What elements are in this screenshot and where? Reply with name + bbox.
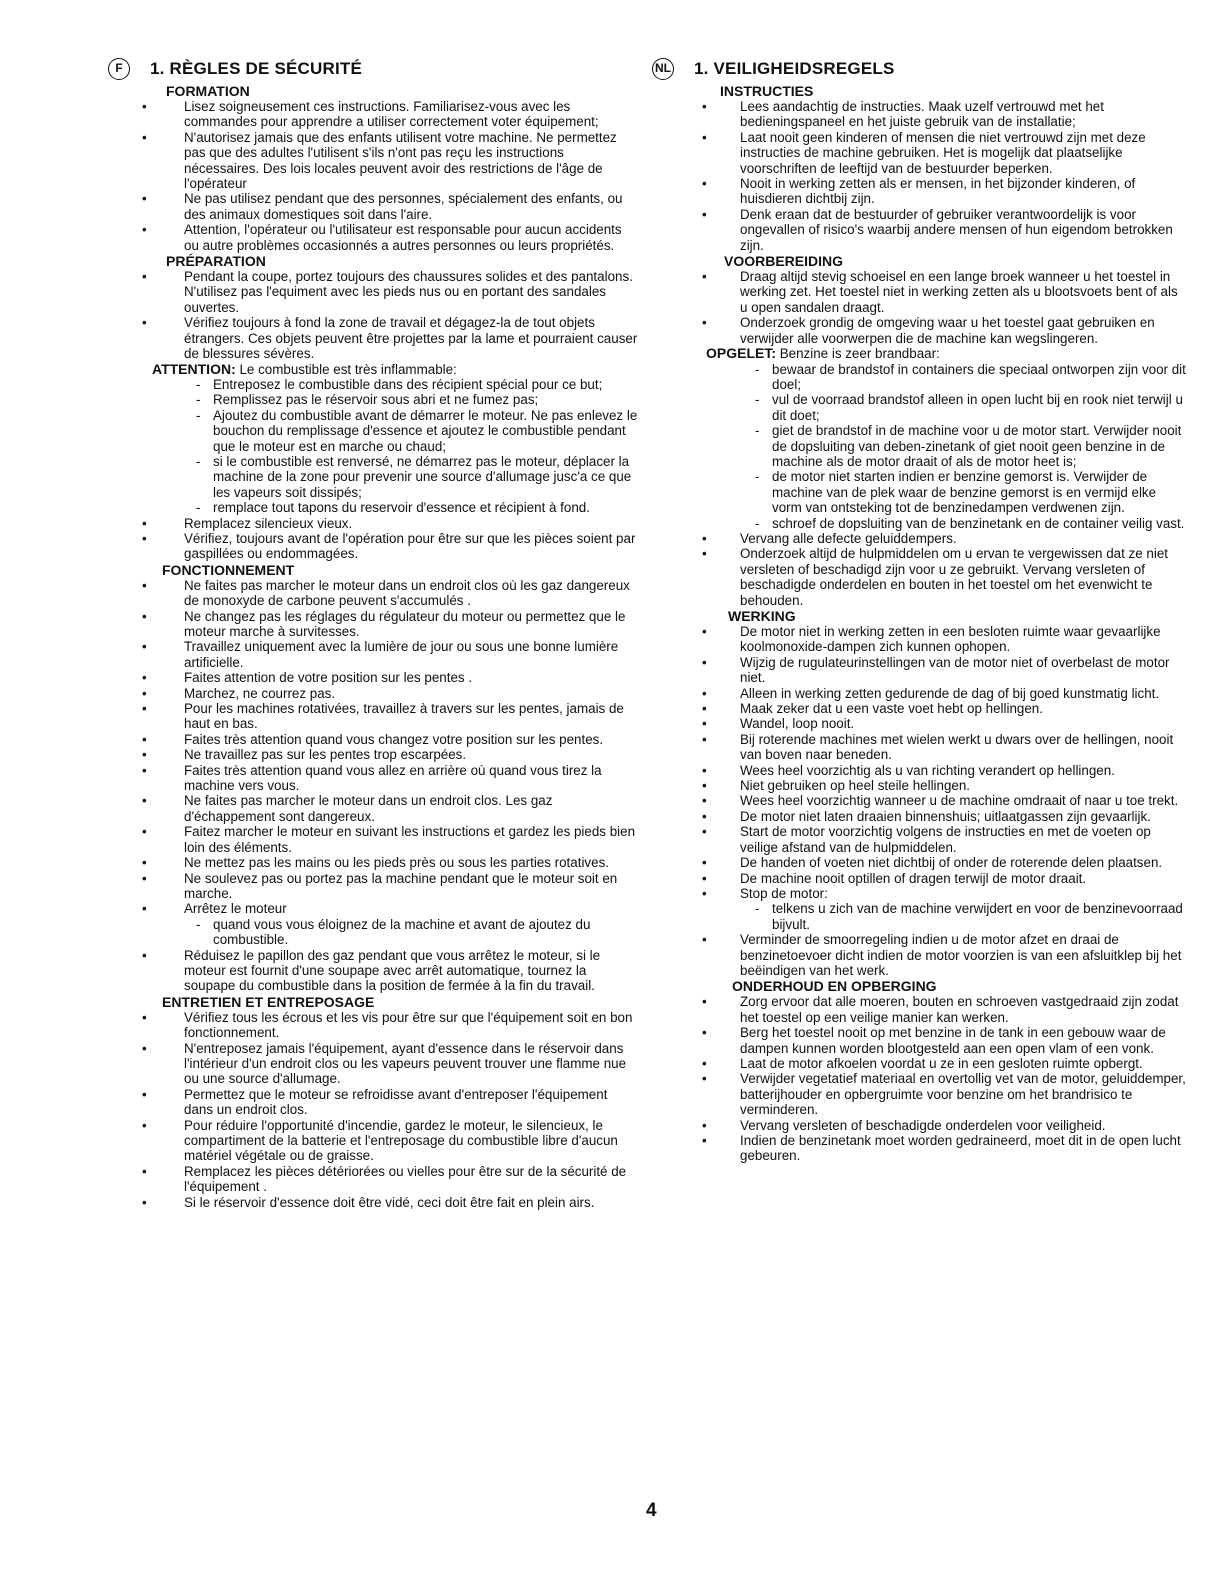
list-item: • Faites très attention quand vous changez votre position sur les pentes. xyxy=(108,732,638,747)
nl-instructies-heading: INSTRUCTIES xyxy=(720,83,814,99)
dash-item: - si le combustible est renversé, ne démarrez pas le moteur, déplacer la machine de la zone pour prevenir une source d'allumage jusc'a ce que les vapeurs soit dissipés; xyxy=(108,454,638,500)
nl-language-badge: NL xyxy=(652,58,674,80)
french-column xyxy=(108,58,638,1210)
list-item: • Ne pas utilisez pendant que des personnes, spécialement des enfants, ou des animaux domestiques soit dans l'aire. xyxy=(108,191,638,222)
fr-section-title: 1. RÈGLES DE SÉCURITÉ xyxy=(150,59,363,79)
list-item: • Pendant la coupe, portez toujours des chaussures solides et des pantalons. N'utilisez pas l'equiment avec les pieds nus ou en portant des sandales ouvertes. xyxy=(108,269,638,315)
nl-opgelet-label: OPGELET: xyxy=(706,345,777,362)
dash-item: - Entreposez le combustible dans des récipient spécial pour ce but; xyxy=(108,377,638,392)
list-item: • Réduisez le papillon des gaz pendant que vous arrêtez le moteur, si le moteur est fournit d'une soupape avec arrêt automatique, tournez la soupape du combustible dans la position de fermée à la fin du travail. xyxy=(108,948,638,994)
list-item: • Lees aandachtig de instructies. Maak uzelf vertrouwd met het bedieningspaneel en het juiste gebruik van de installatie; xyxy=(652,99,1187,130)
dash-item: - remplace tout tapons du reservoir d'essence et récipient à fond. xyxy=(108,500,638,515)
list-item: • Verminder de smoorregeling indien u de motor afzet en draai de benzinetoevoer dicht indien de motor voorzien is van een afsluitklep bij het beëindigen van het werk. xyxy=(652,932,1187,978)
list-item: • Laat nooit geen kinderen of mensen die niet vertrouwd zijn met deze instructies de machine gebruiken. Het is mogelijk dat plaatselijke voorschriften de leeftijd van de bestuurder beperken. xyxy=(652,130,1187,176)
list-item: • Nooit in werking zetten als er mensen, in het bijzonder kinderen, of huisdieren dichtbij zijn. xyxy=(652,176,1187,207)
dash-item: - de motor niet starten indien er benzine gemorst is. Verwijder de machine van de plek waar de benzine gemorst is en vermijd elke vorm van ontsteking tot de benzinedampen verdwenen zijn. xyxy=(652,469,1187,515)
dash-item: - vul de voorraad brandstof alleen in open lucht bij en rook niet terwijl u dit doet; xyxy=(652,392,1187,423)
list-item: • Ne mettez pas les mains ou les pieds près ou sous les parties rotatives. xyxy=(108,855,638,870)
list-item: • Ne changez pas les réglages du régulateur du moteur ou permettez que le moteur marche à survitesses. xyxy=(108,609,638,640)
list-item: • Lisez soigneusement ces instructions. Familiarisez-vous avec les commandes pour apprendre a utiliser correctement voter équipement; xyxy=(108,99,638,130)
list-item: • De motor niet in werking zetten in een besloten ruimte waar gevaarlijke koolmonoxide-dampen zich kunnen ophopen. xyxy=(652,624,1187,655)
list-item: • N'autorisez jamais que des enfants utilisent votre machine. Ne permettez pas que des adultes l'utilisent s'ils n'ont pas reçu les instructions nécessaires. Des lois locales peuvent avoir des restrictions de l'âge de l'opérateur xyxy=(108,130,638,192)
list-item: • Arrêtez le moteur xyxy=(108,901,638,916)
list-item: • Niet gebruiken op heel steile hellingen. xyxy=(652,778,1187,793)
fr-attention-label: ATTENTION: xyxy=(152,360,236,377)
list-item: • Marchez, ne courrez pas. xyxy=(108,686,638,701)
list-item: • Indien de benzinetank moet worden gedraineerd, moet dit in de open lucht gebeuren. xyxy=(652,1133,1187,1164)
list-item: • Vervang versleten of beschadigde onderdelen voor veiligheid. xyxy=(652,1118,1187,1133)
list-item: • Alleen in werking zetten gedurende de dag of bij goed kunstmatig licht. xyxy=(652,686,1187,701)
list-item: • Attention, l'opérateur ou l'utilisateur est responsable pour aucun accidents ou autre problèmes occasionnés a autres personnes ou leurs propriétés. xyxy=(108,222,638,253)
list-item: • Zorg ervoor dat alle moeren, bouten en schroeven vastgedraaid zijn zodat het toestel op een veilige manier kan werken. xyxy=(652,994,1187,1025)
list-item: • N'entreposez jamais l'équipement, ayant d'essence dans le réservoir dans l'intérieur d'un endroit clos ou les vapeurs peuvent trouver une flamme nue ou une source d'allumage. xyxy=(108,1041,638,1087)
list-item: • De handen of voeten niet dichtbij of onder de roterende delen plaatsen. xyxy=(652,855,1187,870)
list-item: • Draag altijd stevig schoeisel en een lange broek wanneer u het toestel in werking zet. Het toestel niet in werking zetten als u blootsvoets bent of als u open sandalen draagt. xyxy=(652,269,1187,315)
nl-voorbereiding-heading: VOORBEREIDING xyxy=(724,253,844,270)
nl-opgelet-text: Benzine is zeer brandbaar: xyxy=(776,346,940,362)
nl-section-title: 1. VEILIGHEIDSREGELS xyxy=(694,59,895,79)
list-item: • Faitez marcher le moteur en suivant les instructions et gardez les pieds bien loin des éléments. xyxy=(108,824,638,855)
list-item: • Onderzoek altijd de hulpmiddelen om u ervan te vergewissen dat ze niet versleten of beschadigd zijn voor u ze gebruikt. Vervang versleten of beschadigde onderdelen en bouten in het toestel om het evenwicht te behouden. xyxy=(652,546,1187,608)
list-item: • Pour réduire l'opportunité d'incendie, gardez le moteur, le silencieux, le compartiment de la batterie et l'entreposage du combustible libre d'aucun matériel végétale ou de graisse. xyxy=(108,1118,638,1164)
list-item: • Faites attention de votre position sur les pentes . xyxy=(108,670,638,685)
list-item: • De motor niet laten draaien binnenshuis; uitlaatgassen zijn gevaarlijk. xyxy=(652,809,1187,824)
list-item: • Vérifiez toujours à fond la zone de travail et dégagez-la de tout objets étrangers. Ces objets peuvent être projettes par la lame et pourraient causer de blessures sévères. xyxy=(108,315,638,361)
list-item: • Laat de motor afkoelen voordat u ze in een gesloten ruimte opbergt. xyxy=(652,1056,1187,1071)
list-item: • Wees heel voorzichtig wanneer u de machine omdraait of naar u toe trekt. xyxy=(652,793,1187,808)
list-item: • Permettez que le moteur se refroidisse avant d'entreposer l'équipement dans un endroit clos. xyxy=(108,1087,638,1118)
fr-language-badge: F xyxy=(108,58,130,80)
dash-item: - giet de brandstof in de machine voor u de motor start. Verwijder nooit de dopsluiting van deben-zinetank of giet nooit geen benzine in de machine als de motor draait of als de motor heet is; xyxy=(652,423,1187,469)
nl-onderhoud-heading: ONDERHOUD EN OPBERGING xyxy=(732,978,937,995)
fr-formation-heading: FORMATION xyxy=(166,83,250,99)
nl-opgelet-note xyxy=(706,346,1187,361)
list-item: • Wijzig de rugulateurinstellingen van de motor niet of overbelast de motor niet. xyxy=(652,655,1187,686)
fr-section-header xyxy=(108,58,638,80)
list-item: • Ne faites pas marcher le moteur dans un endroit clos. Les gaz d'échappement sont dangereux. xyxy=(108,793,638,824)
fr-attention-note xyxy=(152,362,638,377)
list-item: • Denk eraan dat de bestuurder of gebruiker verantwoordelijk is voor ongevallen of risico's waarbij andere mensen of hun eigendom betrokken zijn. xyxy=(652,207,1187,253)
list-item: • Verwijder vegetatief materiaal en overtollig vet van de motor, geluiddemper, batterijhouder en opbergruimte voor benzine om het brandrisico te verminderen. xyxy=(652,1071,1187,1117)
fr-entretien-heading: ENTRETIEN ET ENTREPOSAGE xyxy=(162,993,375,1010)
fr-preparation-heading: PRÉPARATION xyxy=(166,253,266,270)
list-item: • Wandel, loop nooit. xyxy=(652,716,1187,731)
list-item: • Vervang alle defecte geluiddempers. xyxy=(652,531,1187,546)
list-item: • Travaillez uniquement avec la lumière de jour ou sous une bonne lumière artificielle. xyxy=(108,639,638,670)
list-item: • Ne faites pas marcher le moteur dans un endroit clos où les gaz dangereux de monoxyde de carbone peuvent s'accumulés . xyxy=(108,578,638,609)
list-item: • De machine nooit optillen of dragen terwijl de motor draait. xyxy=(652,871,1187,886)
fr-attention-text: Le combustible est très inflammable: xyxy=(235,361,457,377)
list-item: • Bij roterende machines met wielen werkt u dwars over de hellingen, nooit van boven naar beneden. xyxy=(652,732,1187,763)
dash-item: - telkens u zich van de machine verwijdert en voor de benzinevoorraad bijvult. xyxy=(652,901,1187,932)
list-item: • Faites très attention quand vous allez en arrière où quand vous tirez la machine vers vous. xyxy=(108,763,638,794)
list-item: • Maak zeker dat u een vaste voet hebt op hellingen. xyxy=(652,701,1187,716)
list-item: • Wees heel voorzichtig als u van richting verandert op hellingen. xyxy=(652,763,1187,778)
dash-item: - Remplissez pas le réservoir sous abri et ne fumez pas; xyxy=(108,392,638,407)
list-item: • Onderzoek grondig de omgeving waar u het toestel gaat gebruiken en verwijder alle voorwerpen die de machine kan wegslingeren. xyxy=(652,315,1187,346)
list-item: • Remplacez les pièces détériorées ou vielles pour être sur de la sécurité de l'équipement . xyxy=(108,1164,638,1195)
dash-item: - bewaar de brandstof in containers die speciaal ontworpen zijn voor dit doel; xyxy=(652,362,1187,393)
list-item: • Si le réservoir d'essence doit être vidé, ceci doit être fait en plein airs. xyxy=(108,1195,638,1210)
list-item: • Ne travaillez pas sur les pentes trop escarpées. xyxy=(108,747,638,762)
nl-werking-heading: WERKING xyxy=(728,608,796,624)
dash-item: - quand vous vous éloignez de la machine et avant de ajoutez du combustible. xyxy=(108,917,638,948)
list-item: • Ne soulevez pas ou portez pas la machine pendant que le moteur soit en marche. xyxy=(108,871,638,902)
list-item: • Start de motor voorzichtig volgens de instructies en met de voeten op veilige afstand van de hulpmiddelen. xyxy=(652,824,1187,855)
dash-item: - Ajoutez du combustible avant de démarrer le moteur. Ne pas enlevez le bouchon du remplissage d'essence et ajoutez le combustible pendant que le moteur est en marche ou chaud; xyxy=(108,408,638,454)
list-item: • Vérifiez tous les écrous et les vis pour être sur que l'équipement soit en bon fonctionnement. xyxy=(108,1010,638,1041)
nl-section-header xyxy=(652,58,1187,80)
page-number: 4 xyxy=(646,1500,657,1521)
list-item: • Berg het toestel nooit op met benzine in de tank in een gebouw waar de dampen kunnen worden blootgesteld aan een open vlam of een vonk. xyxy=(652,1025,1187,1056)
list-item: • Stop de motor: xyxy=(652,886,1187,901)
fr-fonctionnement-heading: FONCTIONNEMENT xyxy=(162,561,295,578)
dutch-column xyxy=(652,58,1187,1164)
dash-item: - schroef de dopsluiting van de benzinetank en de container veilig vast. xyxy=(652,516,1187,531)
list-item: • Pour les machines rotativées, travaillez à travers sur les pentes, jamais de haut en bas. xyxy=(108,701,638,732)
list-item: • Remplacez silencieux vieux. xyxy=(108,516,638,531)
list-item: • Vérifiez, toujours avant de l'opération pour être sur que les pièces soient par gaspillées ou endommagées. xyxy=(108,531,638,562)
